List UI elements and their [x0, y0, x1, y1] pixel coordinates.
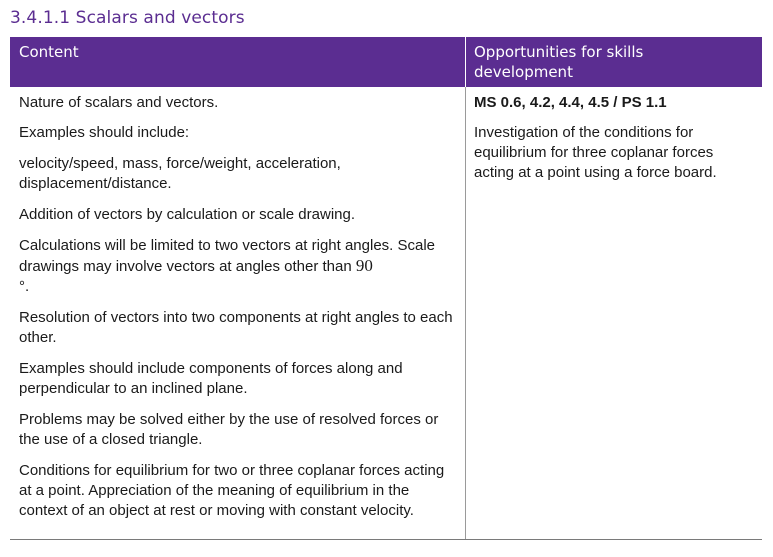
content-column-header: Content [19, 43, 79, 61]
content-paragraph: Nature of scalars and vectors. [19, 94, 219, 111]
skills-column [474, 93, 754, 183]
content-paragraph: Problems may be solved either by the use of resolved forces or the use of a closed triangle. [19, 411, 439, 448]
column-divider [465, 87, 466, 539]
content-paragraph: Resolution of vectors into two components at right angles to each other. [19, 309, 453, 346]
spec-table [10, 37, 762, 540]
content-paragraph: Addition of vectors by calculation or scale drawing. [19, 206, 356, 223]
content-paragraph: Examples should include: [19, 124, 190, 141]
calculation-limits-text: Calculations will be limited to two vectors at right angles. Scale drawings may involve vectors at angles other than [19, 237, 436, 275]
content-paragraph: velocity/speed, mass, force/weight, acceleration, displacement/distance. [19, 155, 341, 192]
content-paragraph [19, 236, 457, 297]
skills-investigation: Investigation of the conditions for equilibrium for three coplanar forces acting at a point using a force board. [474, 124, 717, 181]
table-header-row [10, 37, 762, 87]
section-heading: 3.4.1.1 Scalars and vectors [10, 8, 245, 28]
skills-codes: MS 0.6, 4.2, 4.4, 4.5 / PS 1.1 [474, 94, 667, 111]
content-paragraph: Conditions for equilibrium for two or three coplanar forces acting at a point. Appreciation of the meaning of equilibrium in the context of an object at rest or moving with constant velocity. [19, 462, 445, 519]
degree-symbol: °. [19, 278, 30, 295]
skills-column-header: Opportunities for skills development [474, 43, 644, 81]
header-column-divider [465, 37, 466, 87]
content-paragraph: Examples should include components of forces along and perpendicular to an inclined plane. [19, 360, 403, 397]
content-column [19, 93, 457, 521]
angle-value: 90 [355, 256, 373, 275]
